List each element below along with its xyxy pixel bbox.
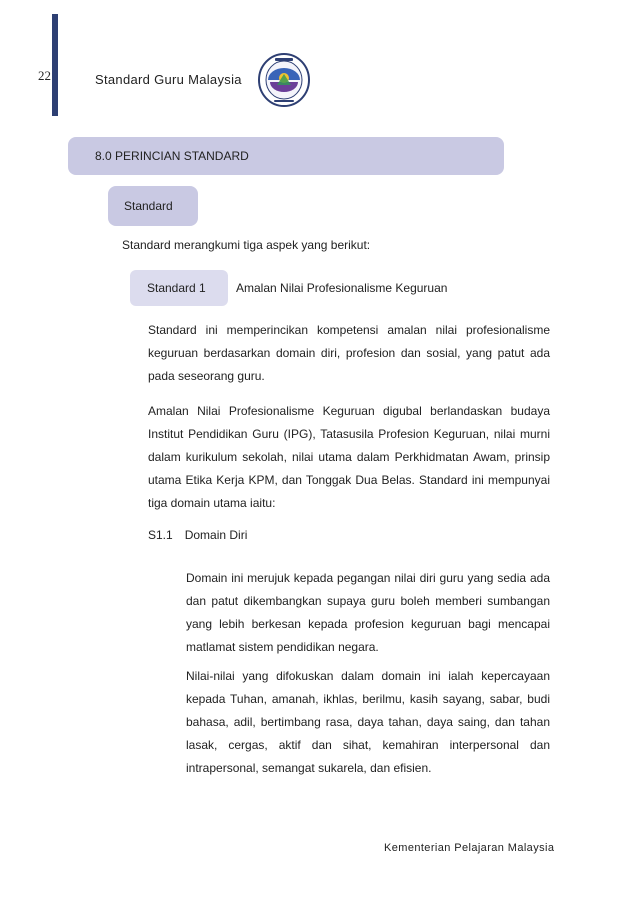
standard-label: Standard: [124, 199, 173, 213]
subsection-title: Domain Diri: [184, 528, 248, 542]
subsection-code: S1.1: [148, 528, 173, 542]
subsection-heading: [148, 528, 247, 542]
standard-label-box: [108, 186, 198, 226]
section-heading: 8.0 PERINCIAN STANDARD: [95, 149, 249, 163]
section-heading-banner: [68, 137, 504, 175]
domain-diri-paragraph-1: Domain ini merujuk kepada pegangan nilai diri guru yang sedia ada dan patut dikembangkan supaya guru boleh memberi sumbangan yang lebih berkesan kepada profesion keguruan bagi mencapai matlamat sistem pendidikan negara.: [186, 571, 550, 654]
ministry-logo-icon: [257, 52, 311, 108]
standard-1-paragraph-2: Amalan Nilai Profesionalisme Keguruan digubal berlandaskan budaya Institut Pendidikan Guru (IPG), Tatasusila Profesion Keguruan, nilai murni dalam kurikulum sekolah, nilai utama dalam Perkhidmatan Awam, prinsip utama Etika Kerja KPM, dan Tonggak Dua Belas. Standard ini mempunyai tiga domain utama iaitu:: [148, 404, 550, 510]
page-number: 22: [38, 68, 51, 83]
standard-1-label-box: [130, 270, 228, 306]
standard-1-label: Standard 1: [147, 281, 206, 295]
standard-1-title: Amalan Nilai Profesionalisme Keguruan: [236, 281, 448, 295]
domain-diri-paragraph-2: Nilai-nilai yang difokuskan dalam domain ini ialah kepercayaan kepada Tuhan, amanah, ikhlas, berilmu, kasih sayang, sabar, budi bahasa, adil, bertimbang rasa, daya tahan, daya saing, dan tahan lasak, cergas, aktif dan sihat, kemahiran interpersonal dan intrapersonal, semangat sukarela, dan efisien.: [186, 669, 550, 775]
header-title: Standard Guru Malaysia: [95, 72, 242, 87]
header-accent-bar: [52, 14, 58, 116]
intro-text: Standard merangkumi tiga aspek yang berikut:: [122, 238, 371, 252]
footer-ministry: Kementerian Pelajaran Malaysia: [384, 842, 555, 854]
standard-1-paragraph-1: Standard ini memperincikan kompetensi amalan nilai profesionalisme keguruan berdasarkan domain diri, profesion dan sosial, yang patut ada pada seseorang guru.: [148, 323, 550, 383]
